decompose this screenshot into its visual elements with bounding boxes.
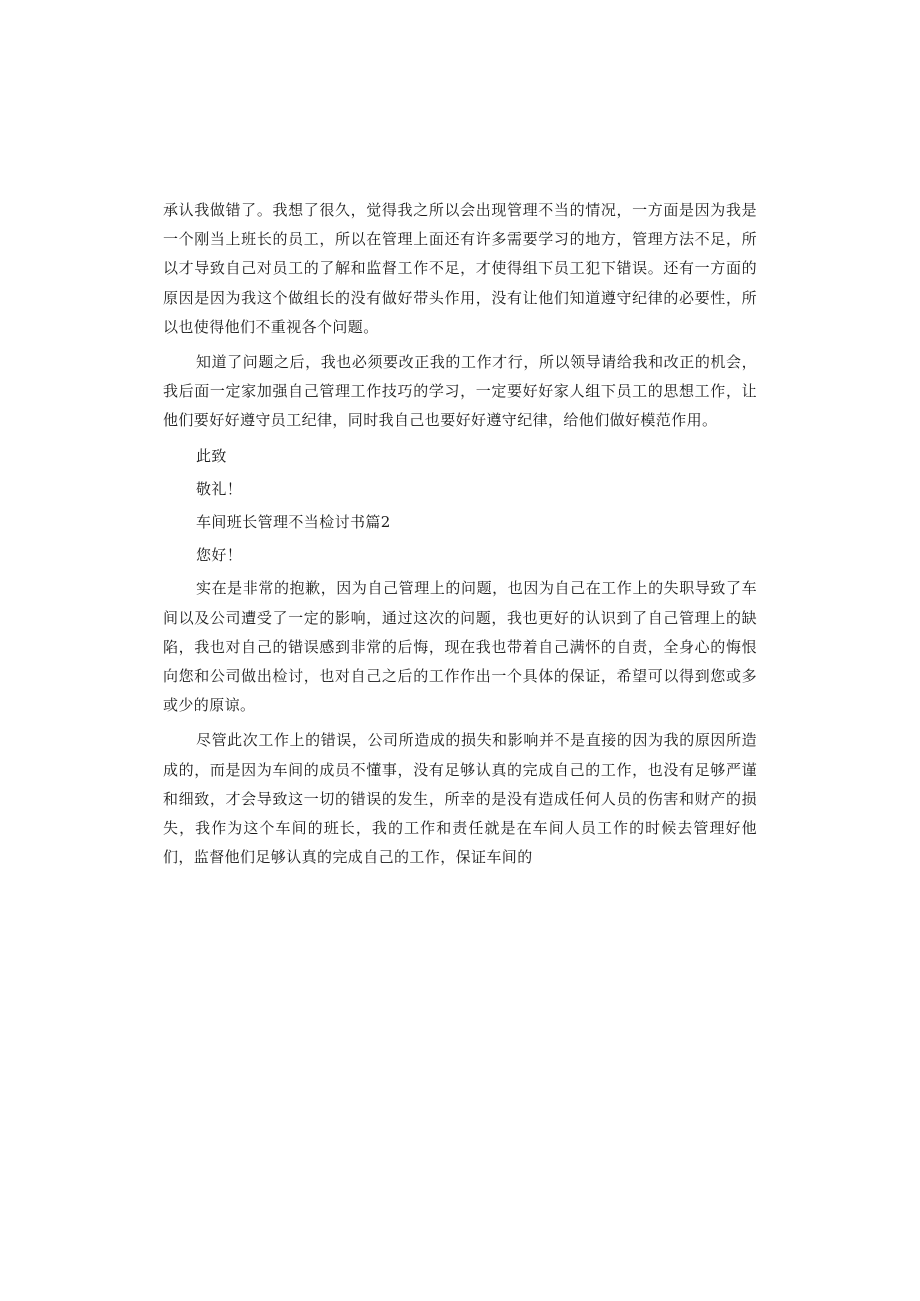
section-title: 车间班长管理不当检讨书篇2 — [196, 513, 391, 532]
closing-salutation: 此致 — [196, 446, 227, 465]
paragraph-apology: 实在是非常的抱歉，因为自己管理上的问题，也因为自己在工作上的失职导致了车间以及公司遭受了一定的影响，通过这次的问题，我也更好的认识到了自己管理上的缺陷，我也对自己的错误感到非常的后悔，现在我也带着自己满怀的自责，全身心的悔恨向您和公司做出检讨，也对自己之后的工作作出一个具体的保证，希望可以得到您或多或少的原谅。 — [163, 579, 757, 715]
document-body — [163, 196, 757, 878]
paragraph-continuation: 承认我做错了。我想了很久，觉得我之所以会出现管理不当的情况，一方面是因为我是一个刚当上班长的员工，所以在管理上面还有许多需要学习的地方，管理方法不足，所以才导致自己对员工的了解和监督工作不足，才使得组下员工犯下错误。还有一方面的原因是因为我这个做组长的没有做好带头作用，没有让他们知道遵守纪律的必要性，所以也使得他们不重视各个问题。 — [163, 201, 757, 336]
closing-regards: 敬礼！ — [196, 479, 243, 498]
greeting: 您好！ — [196, 546, 243, 565]
paragraph-correction: 知道了问题之后，我也必须要改正我的工作才行，所以领导请给我和改正的机会，我后面一定家加强自己管理工作技巧的学习，一定要好好家人组下员工的思想工作，让他们要好好遵守员工纪律，同时我自己也要好好遵守纪律，给他们做好模范作用。 — [163, 353, 757, 430]
paragraph-explanation: 尽管此次工作上的错误，公司所造成的损失和影响并不是直接的因为我的原因所造成的，而是因为车间的成员不懂事，没有足够认真的完成自己的工作，也没有足够严谨和细致，才会导致这一切的错误的发生，所幸的是没有造成任何人员的伤害和财产的损失，我作为这个车间的班长，我的工作和责任就是在车间人员工作的时候去管理好他们，监督他们足够认真的完成自己的工作，保证车间的 — [163, 731, 757, 867]
